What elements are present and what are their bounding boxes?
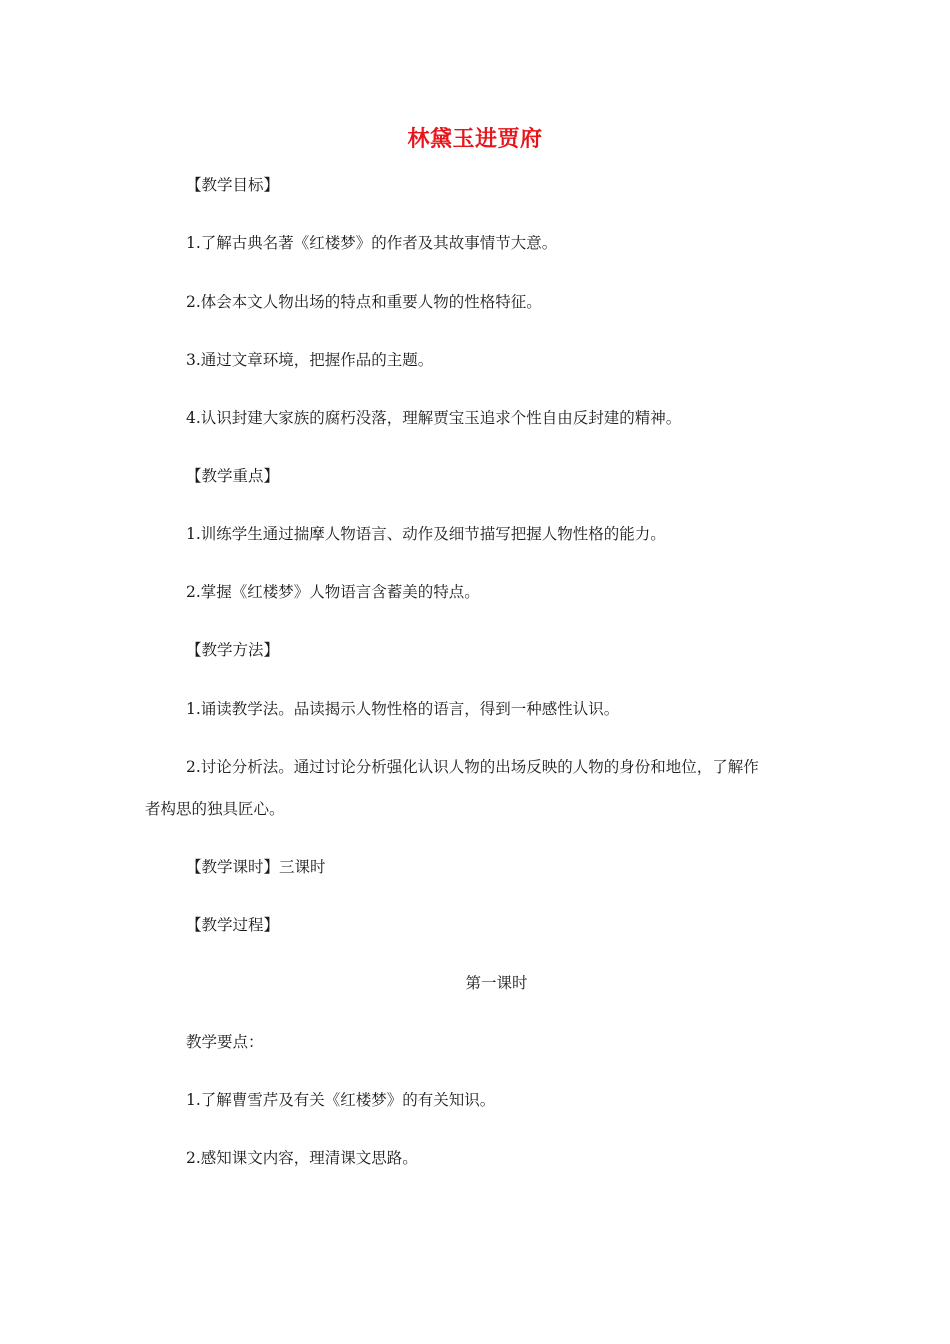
objective-item: 1.了解古典名著《红楼梦》的作者及其故事情节大意。 (186, 234, 558, 252)
method-item: 2.讨论分析法。通过讨论分析强化认识人物的出场反映的人物的身份和地位，了解作 (186, 758, 759, 776)
teaching-point-item: 1.了解曹雪芹及有关《红楼梦》的有关知识。 (186, 1091, 496, 1109)
section-heading-process: 【教学过程】 (186, 916, 280, 934)
teaching-points-label: 教学要点： (186, 1033, 264, 1051)
objective-item: 2.体会本文人物出场的特点和重要人物的性格特征。 (186, 293, 542, 311)
method-item: 1.诵读教学法。品读揭示人物性格的语言，得到一种感性认识。 (186, 700, 620, 718)
key-point-item: 1.训练学生通过揣摩人物语言、动作及细节描写把握人物性格的能力。 (186, 525, 666, 543)
objective-item: 3.通过文章环境，把握作品的主题。 (186, 351, 434, 369)
objective-item: 4.认识封建大家族的腐朽没落，理解贾宝玉追求个性自由反封建的精神。 (186, 409, 682, 427)
period-title: 第一课时 (465, 974, 528, 992)
section-heading-periods: 【教学课时】三课时 (186, 858, 326, 876)
section-heading-methods: 【教学方法】 (186, 641, 280, 659)
method-item-continuation: 者构思的独具匠心。 (145, 800, 285, 818)
section-heading-objectives: 【教学目标】 (186, 176, 280, 194)
document-title: 林黛玉进贾府 (407, 127, 543, 152)
section-heading-key-points: 【教学重点】 (186, 467, 280, 485)
teaching-point-item: 2.感知课文内容，理清课文思路。 (186, 1149, 418, 1167)
key-point-item: 2.掌握《红楼梦》人物语言含蓄美的特点。 (186, 583, 480, 601)
